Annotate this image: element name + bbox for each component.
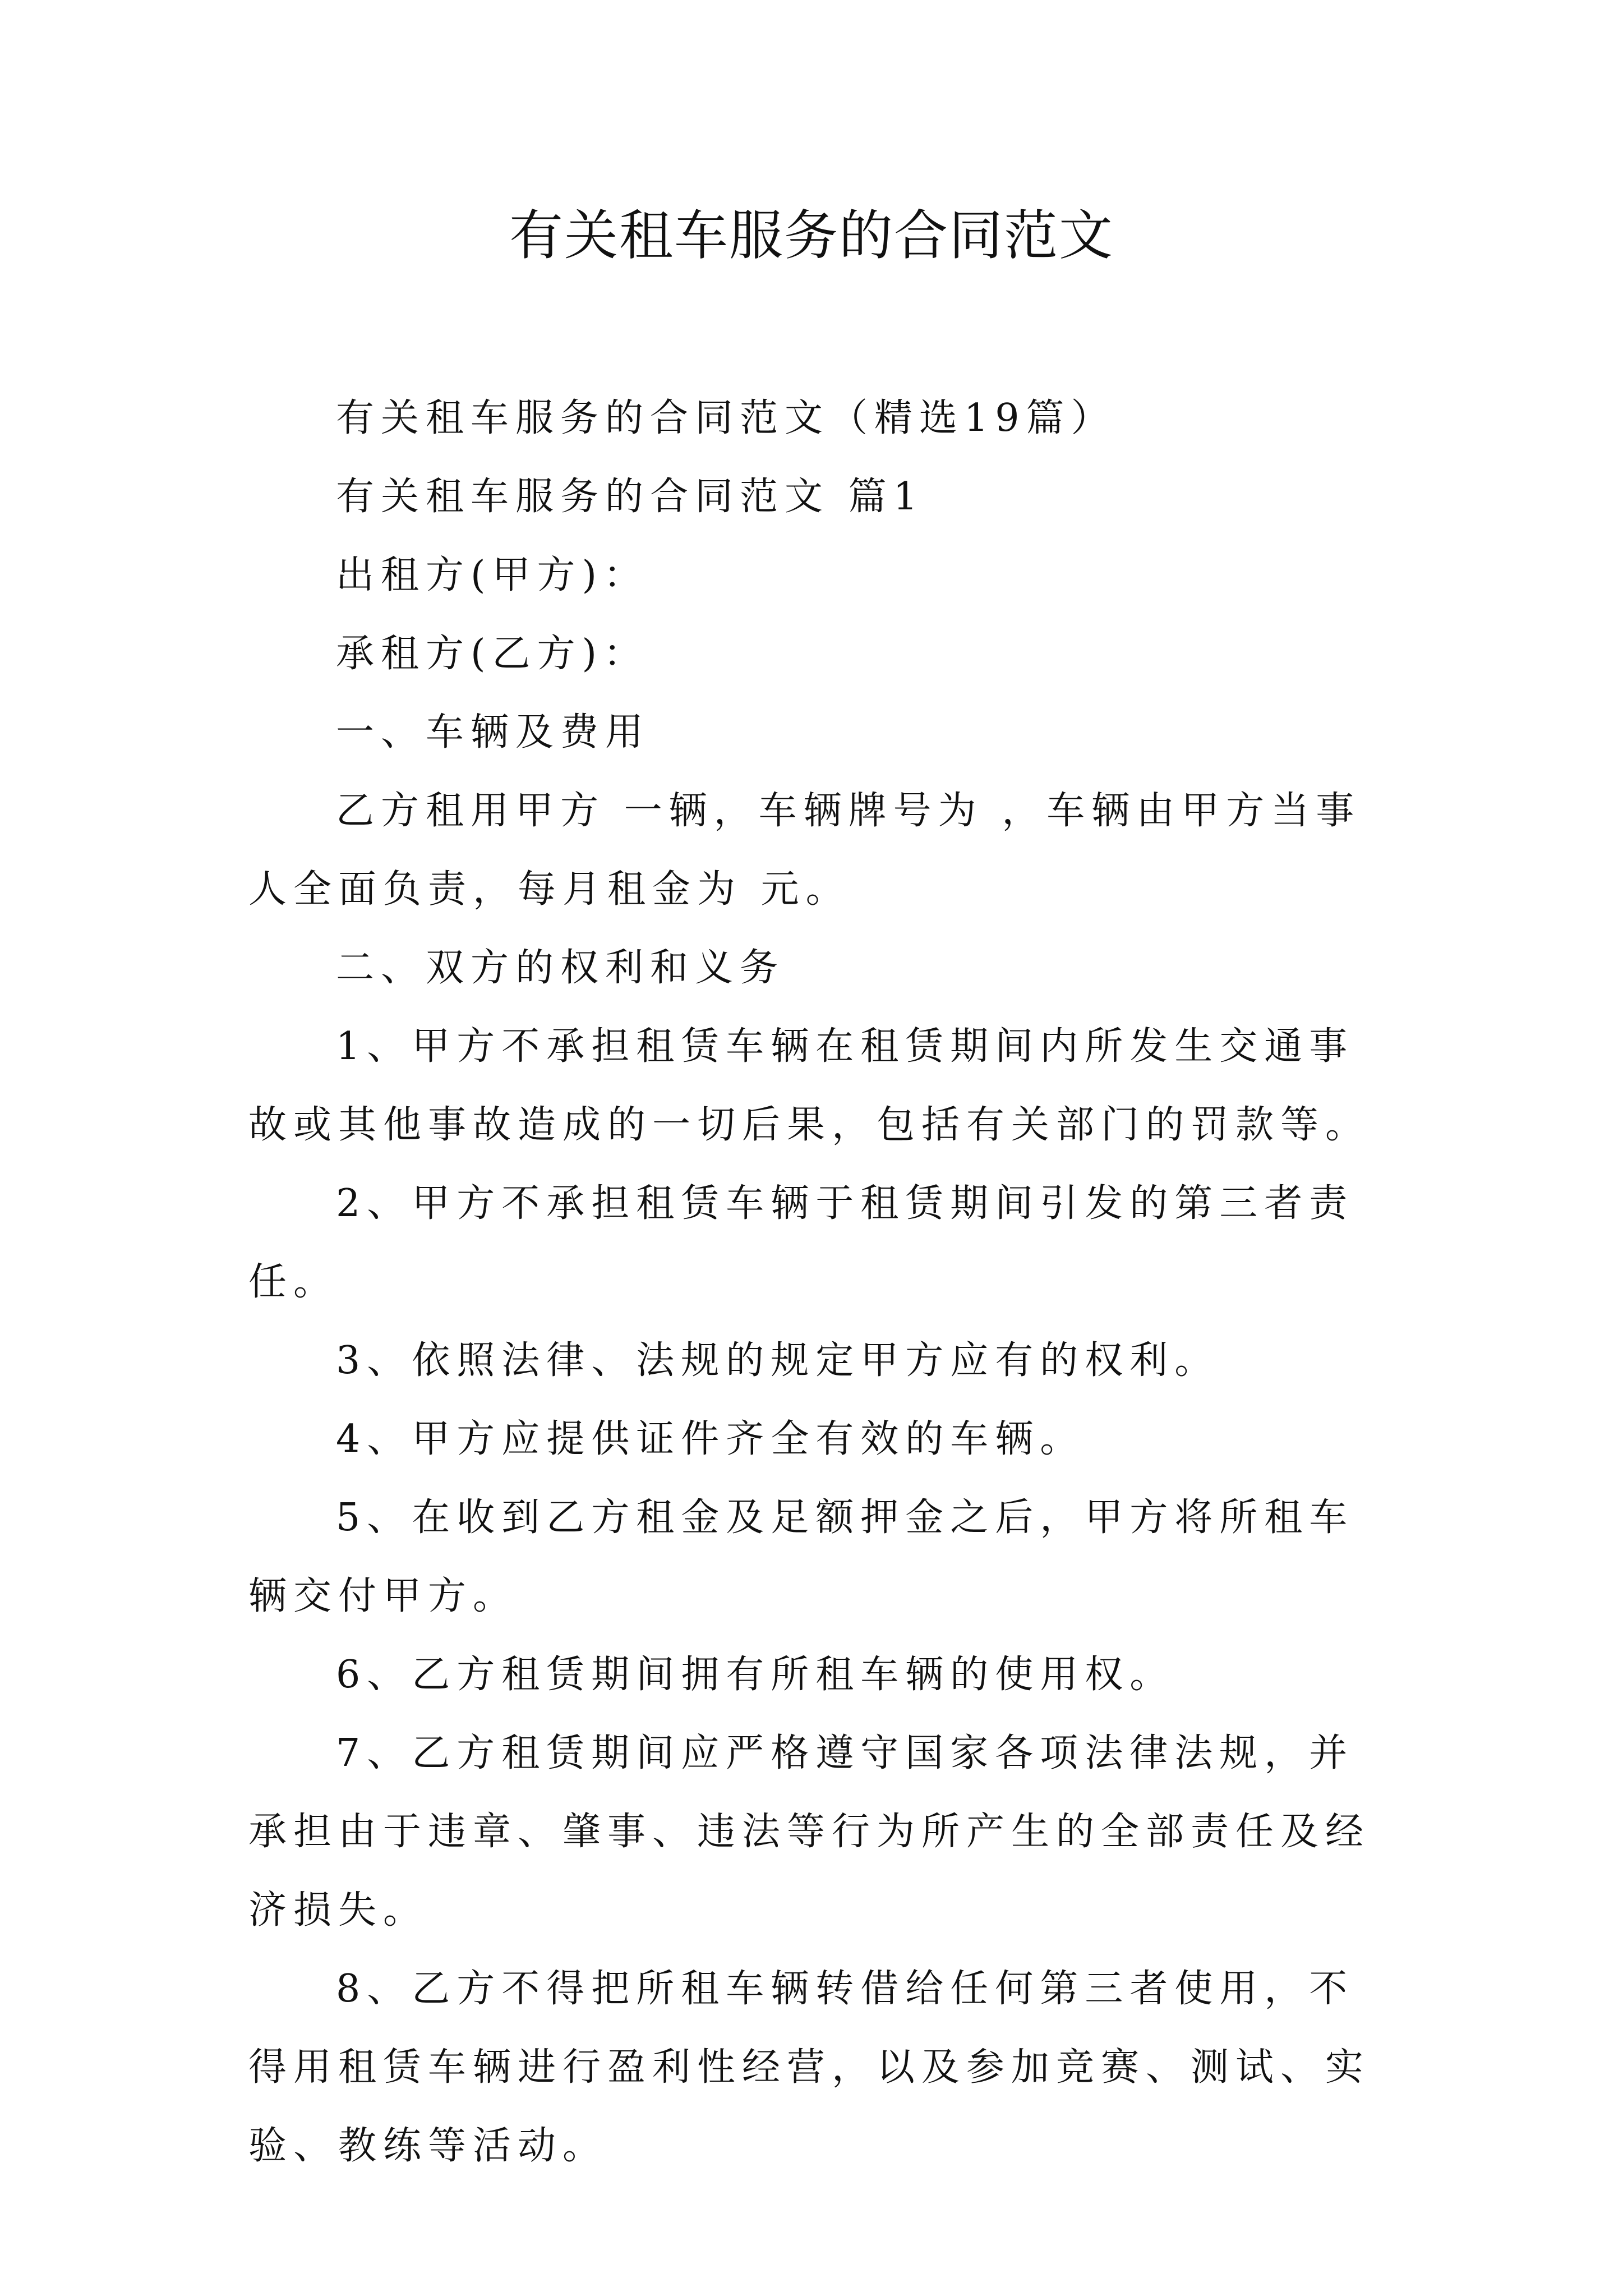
paragraph-subtitle: 有关租车服务的合同范文（精选19篇） (336, 396, 1116, 440)
paragraph-lessor: 出租方(甲方)： (336, 553, 649, 597)
paragraph-clause-1: 1、甲方不承担租赁车辆在租赁期间内所发生交通事故或其他事故造成的一切后果，包括有关部门的罚款等。 (248, 1024, 1371, 1147)
paragraph-lessee: 承租方(乙方)： (336, 632, 649, 676)
paragraph-clause-2: 2、甲方不承担租赁车辆于租赁期间引发的第三者责任。 (248, 1181, 1354, 1304)
paragraph-clause-8: 8、乙方不得把所租车辆转借给任何第三者使用，不得用租赁车辆进行盈利性经营，以及参加竞赛、测试、实验、教练等活动。 (248, 1967, 1371, 2168)
paragraph-section-heading: 有关租车服务的合同范文 篇1 (336, 475, 924, 519)
paragraph-clause-3: 3、依照法律、法规的规定甲方应有的权利。 (336, 1338, 1220, 1383)
paragraph-vehicle-fees: 乙方租用甲方 一辆，车辆牌号为 ，车辆由甲方当事人全面负责，每月租金为 元。 (248, 789, 1361, 912)
paragraph-heading-rights-obligations: 二、双方的权利和义务 (336, 946, 785, 990)
paragraph-clause-7: 7、乙方租赁期间应严格遵守国家各项法律法规，并承担由于违章、肇事、违法等行为所产生的全部责任及经济损失。 (248, 1731, 1371, 1932)
document-title: 有关租车服务的合同范文 (509, 204, 1114, 267)
paragraph-heading-vehicle-fees: 一、车辆及费用 (336, 710, 651, 754)
paragraph-clause-6: 6、乙方租赁期间拥有所租车辆的使用权。 (336, 1653, 1175, 1697)
document-body (248, 379, 1393, 2185)
paragraph-clause-5: 5、在收到乙方租金及足额押金之后，甲方将所租车辆交付甲方。 (248, 1496, 1354, 1618)
paragraph-clause-4: 4、甲方应提供证件齐全有效的车辆。 (336, 1417, 1085, 1461)
